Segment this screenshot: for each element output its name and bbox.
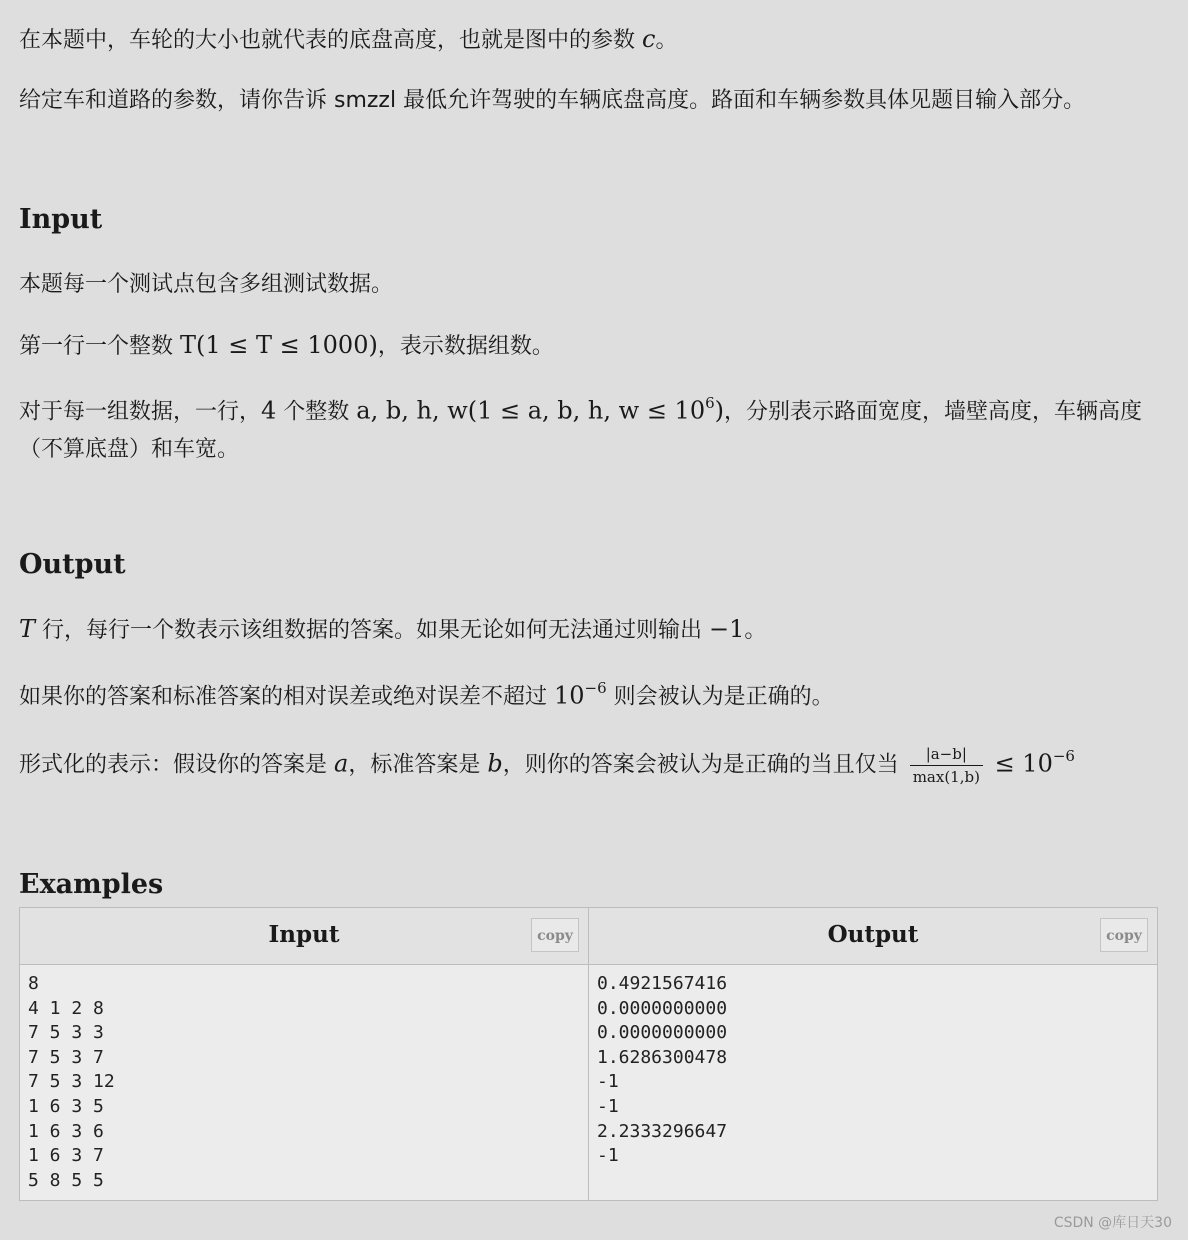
math-var-b: b	[487, 749, 503, 778]
output-heading: Output	[19, 549, 126, 580]
math-minus-one: −1	[709, 615, 745, 643]
intro-paragraph-1	[19, 19, 1159, 61]
example-output-column	[589, 908, 1157, 1200]
fraction-numerator: |a−b|	[910, 745, 983, 766]
output-paragraph-1	[19, 609, 1159, 651]
math-num-4: 4	[261, 396, 277, 425]
intro-text: 在本题中，车轮的大小也就代表的底盘高度，也就是图中的参数	[19, 28, 642, 53]
math-exponent: −6	[584, 679, 607, 697]
math-exponent: −6	[1052, 747, 1075, 765]
examples-table	[19, 907, 1158, 1201]
math-t-range: T(1 ≤ T ≤ 1000)	[180, 331, 378, 359]
example-input-column	[20, 908, 589, 1200]
error-fraction	[910, 745, 983, 786]
intro-end: 。	[655, 28, 678, 53]
input-p2-prefix: 第一行一个整数	[19, 334, 180, 359]
intro-paragraph-2: 给定车和道路的参数，请你告诉 smzzl 最低允许驾驶的车辆底盘高度。路面和车辆参数具体见题目输入部分。	[19, 88, 1086, 113]
math-var-t: T	[19, 615, 36, 643]
output-p2-suffix: 则会被认为是正确的。	[606, 684, 834, 710]
example-output-title: Output	[827, 921, 919, 948]
output-p3-mid: ，标准答案是	[348, 752, 488, 778]
copy-input-button[interactable]: copy	[531, 918, 579, 952]
output-p3-prefix: 形式化的表示：假设你的答案是	[19, 752, 334, 778]
output-p2-prefix: 如果你的答案和标准答案的相对误差或绝对误差不超过	[19, 684, 554, 710]
output-p1-end: 。	[744, 618, 767, 643]
copy-output-button[interactable]: copy	[1100, 918, 1148, 952]
example-input-data: 8 4 1 2 8 7 5 3 3 7 5 3 7 7 5 3 12 1 6 3 5 1 6 3 6 1 6 3 7 5 8 5 5	[28, 973, 115, 1191]
math-ten: 10	[554, 681, 585, 710]
input-heading: Input	[19, 204, 103, 235]
math-var-c: c	[642, 25, 656, 53]
math-exponent: 6	[705, 394, 715, 412]
example-output-header	[589, 908, 1157, 965]
examples-heading: Examples	[19, 869, 164, 900]
output-p3-suffix: ，则你的答案会被认为是正确的当且仅当	[502, 752, 906, 778]
math-close-paren: )	[714, 396, 725, 425]
csdn-watermark: CSDN @库日天30	[1053, 1215, 1172, 1231]
input-paragraph-2	[19, 325, 1159, 367]
input-p2-suffix: ，表示数据组数。	[377, 334, 554, 359]
math-var-a: a	[334, 749, 349, 778]
example-input-header	[20, 908, 588, 965]
math-leq-ten: ≤ 10	[986, 749, 1053, 778]
input-paragraph-3	[19, 386, 1154, 469]
input-paragraph-1: 本题每一个测试点包含多组测试数据。	[19, 272, 394, 297]
fraction-denominator: max(1,b)	[912, 767, 980, 786]
example-input-title: Input	[268, 921, 340, 948]
example-output-data: 0.4921567416 0.0000000000 0.0000000000 1.6286300478 -1 -1 2.2333296647 -1	[597, 973, 728, 1167]
output-paragraph-3	[19, 732, 1159, 791]
output-p1-text: 行，每行一个数表示该组数据的答案。如果无论如何无法通过则输出	[35, 618, 710, 643]
math-params-range: a, b, h, w(1 ≤ a, b, h, w ≤ 10	[356, 396, 706, 425]
input-p3-suffix: ，分别表示路面宽度，墙壁高度，车辆高度（不算底盘）和车宽。	[19, 399, 1143, 463]
input-p3-prefix: 对于每一组数据，一行，	[19, 399, 262, 425]
input-p3-mid: 个整数	[276, 399, 357, 425]
output-paragraph-2	[19, 670, 1159, 717]
